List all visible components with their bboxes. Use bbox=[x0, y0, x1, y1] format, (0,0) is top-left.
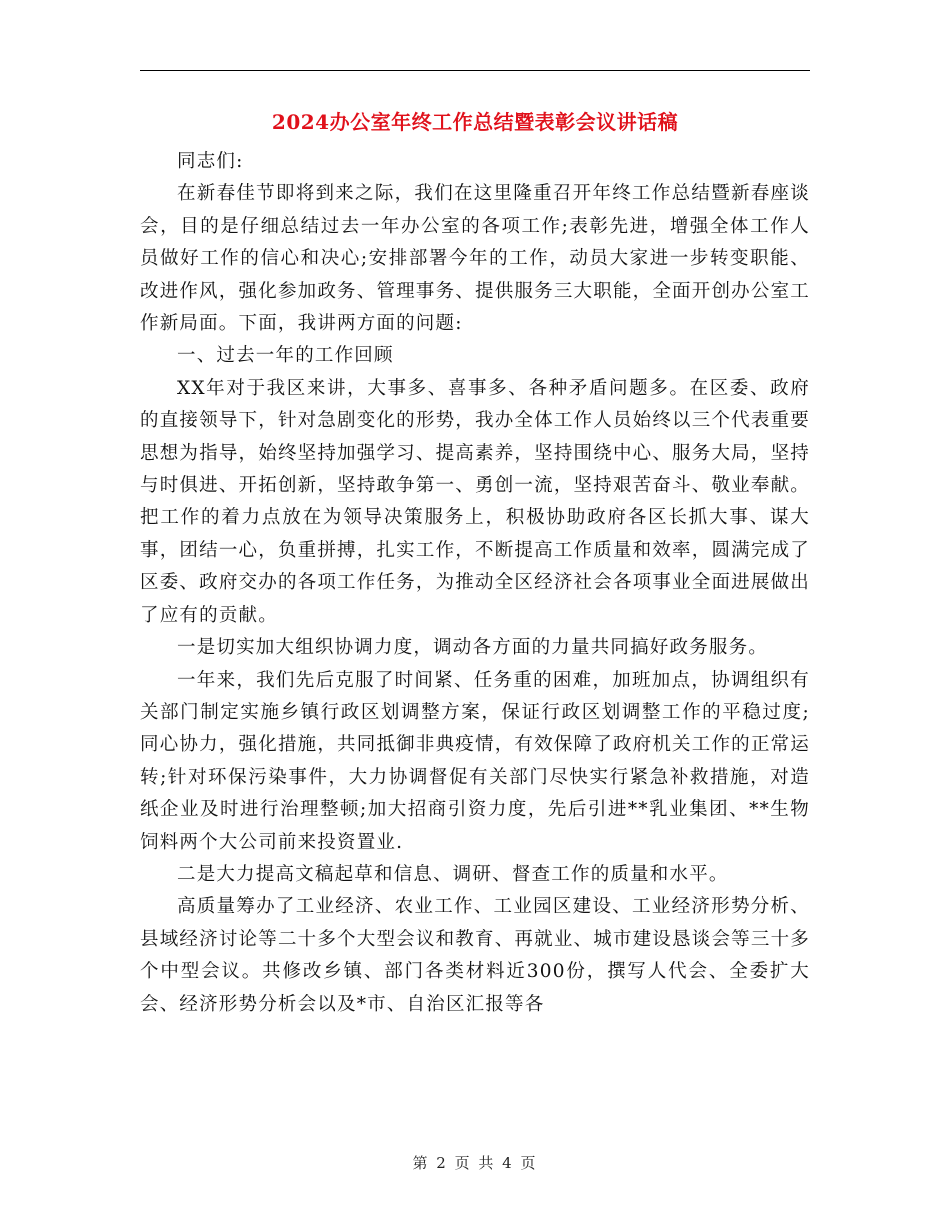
page-number-footer: 第 2 页 共 4 页 bbox=[412, 1154, 538, 1172]
paragraph-point-one: 一是切实加大组织协调力度，调动各方面的力量共同搞好政务服务。 bbox=[177, 637, 769, 659]
paragraph-salutation: 同志们: bbox=[177, 151, 244, 172]
document-body bbox=[140, 146, 810, 1021]
paragraph-point-two-detail: 高质量筹办了工业经济、农业工作、工业园区建设、工业经济形势分析、县域经济讨论等二十多个大型会议和教育、再就业、城市建设恳谈会等三十多个中型会议。共修改乡镇、部门各类材料近300份，撰写人代会、全委扩大会、经济形势分析会以及*市、自治区汇报等各 bbox=[140, 896, 810, 1015]
document-title: 2024办公室年终工作总结暨表彰会议讲话稿 bbox=[271, 110, 679, 134]
header-rule bbox=[140, 70, 810, 71]
section-heading: 一、过去一年的工作回顾 bbox=[177, 345, 394, 367]
paragraph-intro: 在新春佳节即将到来之际，我们在这里隆重召开年终工作总结暨新春座谈会，目的是仔细总结过去一年办公室的各项工作;表彰先进，增强全体工作人员做好工作的信心和决心;安排部署今年的工作，动员大家进一步转变职能、改进作风，强化参加政务、管理事务、提供服务三大职能，全面开创办公室工作新局面。下面，我讲两方面的问题: bbox=[140, 183, 810, 335]
paragraph-review: XX年对于我区来讲，大事多、喜事多、各种矛盾问题多。在区委、政府的直接领导下，针对急剧变化的形势，我办全体工作人员始终以三个代表重要思想为指导，始终坚持加强学习、提高素养，坚持围绕中心、服务大局，坚持与时俱进、开拓创新，坚持敢争第一、勇创一流，坚持艰苦奋斗、敬业奉献。把工作的着力点放在为领导决策服务上，积极协助政府各区长抓大事、谋大事，团结一心，负重拼搏，扎实工作，不断提高工作质量和效率，圆满完成了区委、政府交办的各项工作任务，为推动全区经济社会各项事业全面进展做出了应有的贡献。 bbox=[140, 377, 810, 626]
paragraph-point-two: 二是大力提高文稿起草和信息、调研、督查工作的质量和水平。 bbox=[177, 863, 729, 885]
paragraph-point-one-detail: 一年来，我们先后克服了时间紧、任务重的困难，加班加点，协调组织有关部门制定实施乡镇行政区划调整方案，保证行政区划调整工作的平稳过度;同心协力，强化措施，共同抵御非典疫情，有效保障了政府机关工作的正常运转;针对环保污染事件，大力协调督促有关部门尽快实行紧急补救措施，对造纸企业及时进行治理整顿;加大招商引资力度，先后引进**乳业集团、**生物饲料两个大公司前来投资置业. bbox=[140, 669, 810, 853]
